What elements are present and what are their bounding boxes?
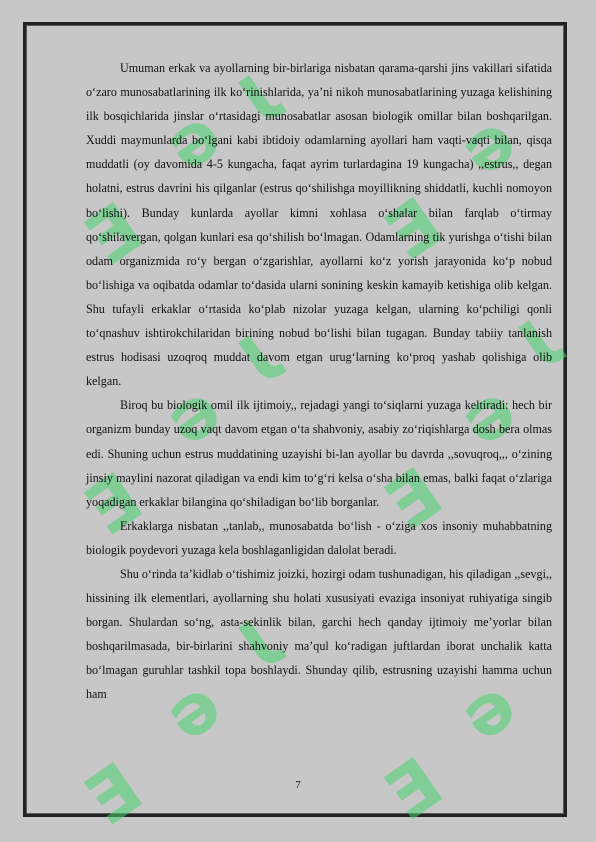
watermark-glyph: Ɩ: [505, 292, 592, 388]
watermark-glyph: ǝ: [150, 82, 251, 188]
paragraph: Biroq bu biologik omil ilk ijtimoiy,, rejadagi yangi to‘siqlarni yuzaga keltiradi: hech bir organizm bunday uzoq vaqt davom etgan o‘ta shahvoniy, asabiy zo‘riqishlarga dosh bera olmas edi. Shuning uchun estrus muddatining uzayishi bi-lan ayollar bu davrda ,,sovuqroq,,, o‘zining jinsiy maylini nazorat qiladigan va endi kim to‘g‘ri kelsa o‘sha bilan emas, balki faqat o‘zlariga yoqadigan erkaklar bilangina qo‘shiladigan bo‘lib borganlar.: [86, 398, 552, 509]
paragraph: Shu o‘rinda ta’kidlab o‘tishimiz joizki, hozirgi odam tushunadigan, his qiladigan ,,sevgi,, hissining ilk elementlari, ayollarning shu holati xususiyati evaziga insoniyat ruhiyatiga singib borgan. Shulardan so‘ng, asta-sekinlik bilan, garchi hech qanday ijtimoiy me’yorlar bilan boshqarilmasada, bir-birlarini shahvoniy ma’qul ko‘radigan juftlardan iborat unchalik katta bo‘lmagan guruhlar tashkil topa boshlaydi. Shunday qilib, estrusning uzayishi hamma uchun ham: [86, 566, 552, 702]
watermark-glyph: Ǝ: [70, 177, 171, 283]
watermark-glyph: Ǝ: [370, 442, 471, 548]
page-number: 7: [295, 779, 301, 791]
watermark-glyph: Ɩ: [225, 592, 312, 688]
watermark-glyph: Ǝ: [70, 447, 171, 553]
watermark-glyph: Ǝ: [370, 172, 471, 278]
paragraph: Erkaklarga nisbatan ,,tanlab,, munosabatda bo‘lish - o‘ziga xos insoniy muhabbatning biologik poydevori yuzaga kela boshlaganligidan dalolat beradi.: [86, 518, 552, 557]
watermark-glyph: ǝ: [150, 652, 251, 758]
watermark-glyph: ǝ: [445, 87, 546, 193]
watermark-glyph: Ɩ: [225, 307, 312, 403]
body-text: [86, 56, 552, 707]
watermark-glyph: ǝ: [445, 357, 546, 463]
watermark-glyph: ǝ: [445, 652, 546, 758]
watermark-glyph: ǝ: [150, 357, 251, 463]
watermark-glyph: Ǝ: [70, 737, 171, 842]
paragraph: Umuman erkak va ayollarning bir-birlariga nisbatan qarama-qarshi jins vakillari sifatida o‘zaro munosabatlarining ilk ko‘rinishlarida, ya’ni nikoh munosabatlarining yuzaga kelishining ilk bosqichlarida jinslar o‘rtasidagi munosabatlar asosan biologik omillar bilan boshqarilgan. Xuddi maymunlarda bo‘lgani kabi ibtidoiy odamlarning ayollari ham vaqti-vaqti bilan, qisqa muddatli (oy davomida 4-5 kungacha, faqat ayrim turlardagina 19 kungacha) ,,estrus,, degan holatni, estrus davrini his qilganlar (estrus qo‘shilishga moyillikning shiddatli, kuchli nomoyon bo‘lishi). Bunday kunlarda ayollar kimni xohlasa o‘shalar bilan farqlab o‘tirmay qo‘shilavergan, qolgan kunlari esa qo‘shilish bo‘lmagan. Odamlarning tik yurishga o‘tishi bilan odam organizmida ro‘y bergan o‘zgarishlar, ayollarni ko‘z yorish jarayonida ko‘p nobud bo‘lishiga va oqibatda odamlar to‘dasida ularni sonining keskin kamayib ketishiga olib kelgan. Shu tufayli erkaklar o‘rtasida ko‘plab nizolar yuzaga kelgan, ularning ko‘pchiligi qonli to‘qnashuv ishtirokchilaridan birining nobud bo‘lishi bilan tugagan. Bunday tabiiy tanlanish estrus hodisasi uzoqroq muddat davom etgan urug‘larning ko‘proq yashab qolishiga olib kelgan.: [86, 61, 552, 389]
watermark-glyph: Ǝ: [370, 732, 471, 838]
watermark-glyph: Ɩ: [225, 47, 312, 143]
